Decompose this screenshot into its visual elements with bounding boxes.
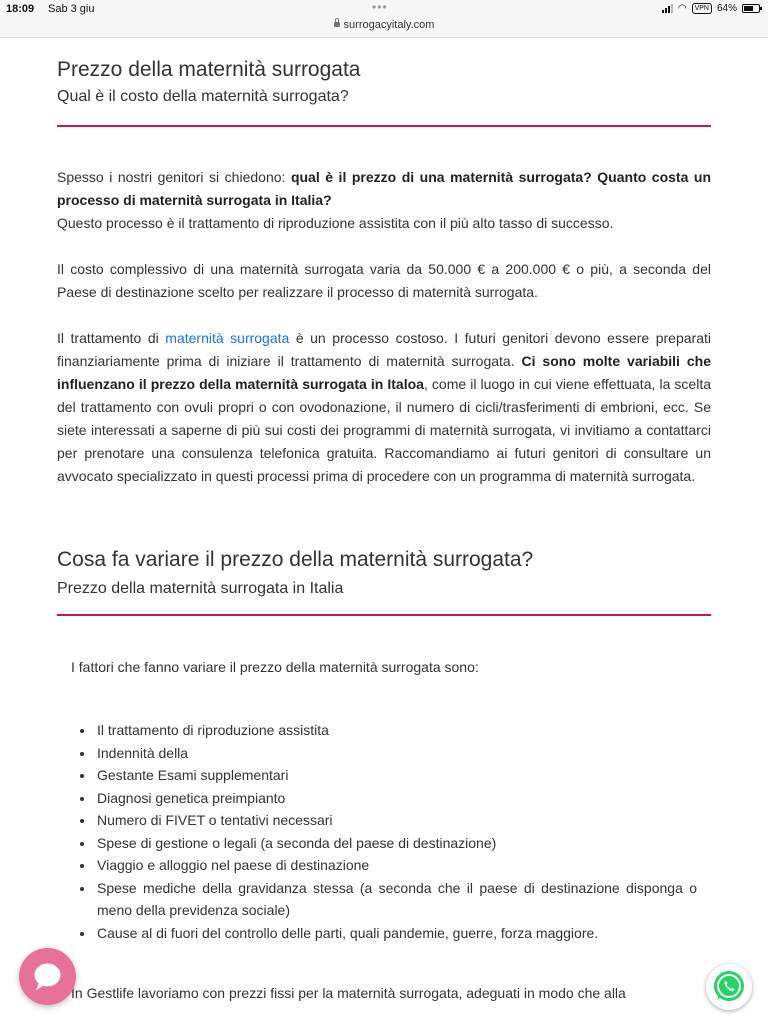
section-subtitle-italy: Prezzo della maternità surrogata in Italia [57,580,344,597]
factor-item: • Spese di gestione o legali (a seconda del paese di destinazione) [95,832,697,855]
factors-intro: I fattori che fanno variare il prezzo della maternità surrogata sono: [71,659,479,675]
section-title-variables: Cosa fa variare il prezzo della maternità surrogata? [57,548,534,571]
paragraph-intro [57,166,711,235]
paragraph-text: Questo processo è il trattamento di riproduzione assistita con il più alto tasso di successo. [57,215,614,231]
status-bar [0,0,768,38]
whatsapp-icon [706,964,752,1010]
paragraph-text: Il trattamento di [57,330,166,346]
factor-item: • Gestante Esami supplementari [95,764,697,787]
paragraph-text: Spesso i nostri genitori si chiedono: [57,169,291,185]
lock-icon [334,22,340,27]
factor-item: • Il trattamento di riproduzione assistita [95,719,697,742]
address-bar[interactable] [0,19,768,31]
status-indicators [662,3,760,14]
factors-list [57,719,697,944]
address-url: surrogacyitaly.com [343,19,435,31]
section-divider [57,614,711,616]
signal-icon [662,4,673,13]
paragraph-text: , come il luogo in cui viene effettuata, la scelta del trattamento con ovuli propri o con ovodonazione, il numero di cicli/trasferimenti di embrioni, ecc. Se siete interessati a saperne di più sui costi dei programmi di maternità surrogata, vi invitiamo a contattarci per prenotare una consulenza telefonica gratuita. Raccomandiamo ai futuri genitori di consultare un avvocato specializzato in questi processi prima di procedere con un programma di maternità surrogata. [57,376,712,484]
section-title-price: Prezzo della maternità surrogata [57,58,361,81]
chat-button[interactable] [19,948,76,1005]
paragraph-bold: qual è il prezzo di una maternità surrogata? Quanto costa un processo di maternità surrogata in Italia? [57,169,711,208]
link-maternita-surrogata[interactable]: maternità surrogata [165,330,290,346]
factor-item: • Spese mediche della gravidanza stessa (a seconda che il paese di destinazione disponga o meno della previdenza sociale) [95,877,697,922]
factor-item: • Numero di FIVET o tentativi necessari [95,809,697,832]
section-divider [57,125,711,127]
wifi-icon: ◠ [677,3,687,14]
paragraph-text: è un processo costoso. I futuri genitori devono essere preparati finanziariamente prima di iniziare il trattamento di maternità surrogata. [57,330,711,369]
status-time: 18:09 [6,3,35,15]
paragraph-cost-range: Il costo complessivo di una maternità surrogata varia da 50.000 € a 200.000 € o più, a seconda del Paese di destinazione scelto per realizzare il processo di maternità surrogata. [57,261,711,300]
section-subtitle-cost: Qual è il costo della maternità surrogata? [57,88,349,105]
article [57,38,711,1005]
battery-percent: 64% [716,3,737,14]
paragraph-treatment [57,327,711,488]
paragraph-outro: In Gestlife lavoriamo con prezzi fissi per la maternità surrogata, adeguati in modo che alla [71,985,626,1001]
chat-bubble-icon [19,948,76,1005]
battery-icon [742,4,760,13]
factor-item: • Diagnosi genetica preimpianto [95,787,697,810]
paragraph-bold: Ci sono molte variabili che influenzano il prezzo della maternità surrogata in Italoa [57,353,711,392]
factor-item: • Viaggio e alloggio nel paese di destinazione [95,854,697,877]
factor-item: • Cause al di fuori del controllo delle parti, quali pandemie, guerre, forza maggiore. [95,922,697,945]
whatsapp-button[interactable] [706,964,752,1010]
status-date: Sab 3 giu [48,3,95,15]
vpn-badge: VPN [692,3,712,14]
factor-item: • Indennità della [95,742,697,765]
more-dots-icon[interactable]: ••• [372,0,388,14]
